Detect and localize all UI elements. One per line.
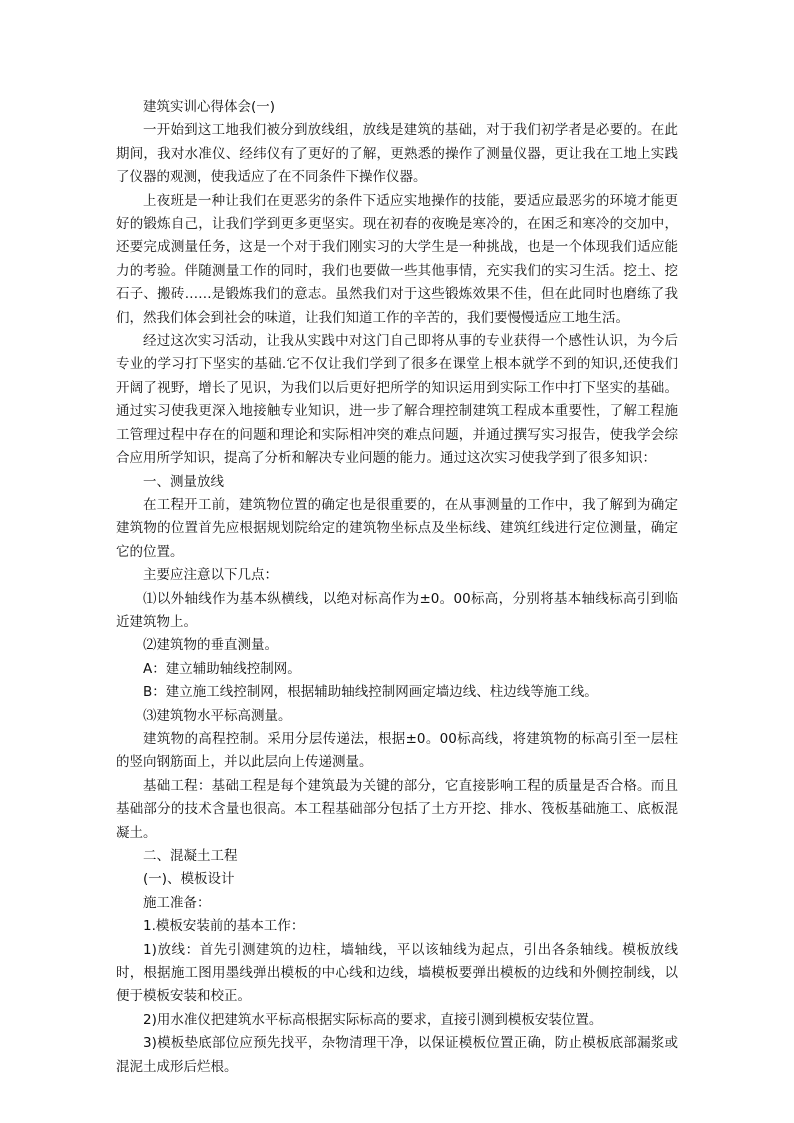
subsection-heading: (一)、模板设计 [143, 871, 235, 888]
list-item: ⑵建筑物的垂直测量。 [143, 637, 278, 654]
list-item: 3)模板垫底部位应预先找平，杂物清理干净，以保证模板位置正确，防止模板底部漏浆或混泥土成形后烂根。 [116, 1035, 678, 1075]
paragraph: 1.模板安装前的基本工作： [143, 918, 305, 935]
paragraph: 主要应注意以下几点： [143, 567, 278, 584]
paragraph: 建筑物的高程控制。采用分层传递法，根据±0。00标高线，将建筑物的标高引至一层柱的竖向钢筋面上，并以此层向上传递测量。 [116, 730, 678, 771]
list-item: ⑴以外轴线作为基本纵横线，以绝对标高作为±0。00标高，分别将基本轴线标高引到临近建筑物上。 [116, 590, 678, 630]
paragraph: 一开始到这工地我们被分到放线组，放线是建筑的基础，对于我们初学者是必要的。在此期间，我对水准仪、经纬仪有了更好的了解，更熟悉的操作了测量仪器，更让我在工地上实践了仪器的观测，使我适应了在不同条件下操作仪器。 [116, 122, 678, 186]
list-item: ⑶建筑物水平标高测量。 [143, 707, 292, 724]
list-item: 1)放线：首先引测建筑的边柱，墙轴线，平以该轴线为起点，引出各条轴线。模板放线时，根据施工图用墨线弹出模板的中心线和边线，墙模板要弹出模板的边线和外侧控制线，以便于模板安装和校正。 [116, 941, 678, 1005]
list-item: B：建立施工线控制网，根据辅助轴线控制网画定墙边线、柱边线等施工线。 [143, 684, 598, 701]
list-item: 2)用水准仪把建筑水平标高根据实际标高的要求，直接引测到模板安装位置。 [143, 1011, 603, 1028]
paragraph: 基础工程：基础工程是每个建筑最为关键的部分，它直接影响工程的质量是否合格。而且基础部分的技术含量也很高。本工程基础部分包括了土方开挖、排水、筏板基础施工、底板混凝土。 [116, 777, 678, 841]
paragraph: 施工准备： [143, 894, 211, 911]
document-page [116, 96, 678, 1079]
document-title: 建筑实训心得体会(一) [143, 99, 276, 115]
section-heading: 一、测量放线 [143, 473, 224, 490]
paragraph: 上夜班是一种让我们在更恶劣的条件下适应实地操作的技能，要适应最恶劣的环境才能更好的锻炼自己，让我们学到更多更坚实。现在初春的夜晚是寒冷的，在困乏和寒冷的交加中，还要完成测量任务，这是一个对于我们刚实习的大学生是一种挑战，也是一个体现我们适应能力的考验。伴随测量工作的同时，我们也要做一些其他事情，充实我们的实习生活。挖土、挖石子、搬砖……是锻炼我们的意志。虽然我们对于这些锻炼效果不佳，但在此同时也磨练了我们，然我们体会到社会的味道，让我们知道工作的辛苦的，我们要慢慢适应工地生活。 [116, 192, 678, 326]
list-item: A：建立辅助轴线控制网。 [143, 660, 301, 677]
paragraph: 经过这次实习活动，让我从实践中对这门自己即将从事的专业获得一个感性认识，为今后专业的学习打下坚实的基础.它不仅让我们学到了很多在课堂上根本就学不到的知识,还使我们开阔了视野，增长了见识，为我们以后更好把所学的知识运用到实际工作中打下坚实的基础。通过实习使我更深入地接触专业知识，进一步了解合理控制建筑工程成本重要性，了解工程施工管理过程中存在的问题和理论和实际相冲突的难点问题，并通过撰写实习报告，使我学会综合应用所学知识，提高了分析和解决专业问题的能力。通过这次实习使我学到了很多知识： [116, 333, 678, 467]
paragraph: 在工程开工前，建筑物位置的确定也是很重要的，在从事测量的工作中，我了解到为确定建筑物的位置首先应根据规划院给定的建筑物坐标点及坐标线、建筑红线进行定位测量，确定它的位置。 [116, 496, 678, 560]
section-heading: 二、混凝土工程 [143, 848, 238, 864]
